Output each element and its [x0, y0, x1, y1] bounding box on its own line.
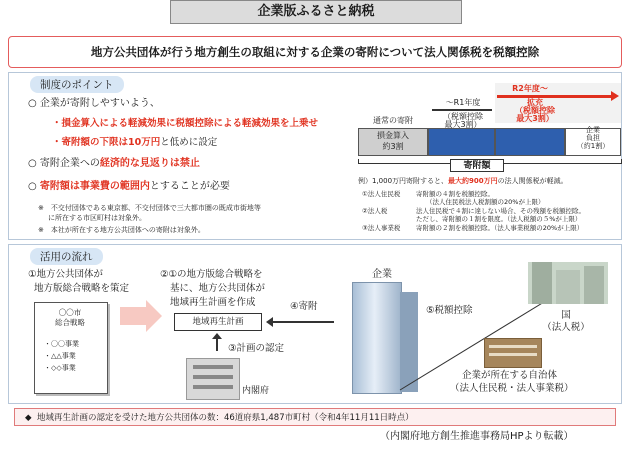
local-gov-tax: （法人住民税・法人事業税） — [450, 383, 574, 394]
page-title: 企業版ふるさと納税 — [170, 0, 462, 24]
point-1-text: 企業が寄附しやすいよう、 — [39, 98, 160, 109]
point-3 — [28, 180, 230, 194]
doc-item: ・△△事業 — [44, 352, 76, 360]
tax-3-name: ③法人事業税 — [362, 224, 401, 232]
points-label: 制度のポイント — [30, 76, 124, 93]
example-red: 最大約900万円 — [448, 177, 498, 185]
country-label: 国 — [561, 309, 571, 321]
point-1b-red: ・寄附額の下限は10万円 — [52, 137, 161, 148]
doc-item: ・〇〇事業 — [44, 340, 79, 348]
tax-1-name: ①法人住民税 — [362, 190, 401, 198]
tax-1-sub: （法人住民税法人税割額の20%が上限） — [426, 198, 545, 206]
tax-1-desc: 寄附額の４割を税額控除。 — [416, 190, 494, 198]
r1-credit: （税額控除 — [443, 111, 483, 121]
point-3-red: 寄附額は事業費の範囲内 — [39, 181, 150, 192]
note-1b: に所在する市区町村は対象外。 — [48, 214, 146, 222]
r1-max: 最大3割） — [444, 119, 482, 129]
step-2a: ②①の地方版総合戦略を — [160, 269, 263, 280]
step-2c: 地域再生計画を作成 — [170, 297, 256, 308]
r2-arrow — [497, 95, 615, 98]
cabinet-building-icon — [186, 358, 240, 400]
point-1a: ・損金算入による軽減効果に税額控除による軽減効果を上乗せ — [52, 118, 319, 129]
bar-loss-pct: 約3割 — [382, 142, 404, 151]
step-1b: 地方版総合戦略を策定 — [34, 283, 130, 294]
subtitle: 地方公共団体が行う地方創生の取組に対する企業の寄附について法人関係税を税額控除 — [8, 36, 622, 68]
bar-r2 — [495, 128, 565, 156]
example-pre: 例）1,000万円寄附すると、 — [358, 177, 449, 185]
bar-r1 — [428, 128, 495, 156]
bottom-note-text: 地域再生計画の認定を受けた地方公共団体の数：46道府県1,487市町村（令和4年11月11日時点） — [36, 413, 414, 423]
r2-label: R2年度～ — [512, 84, 548, 93]
company-label: 企業 — [372, 269, 392, 280]
flow-arrow-head-icon — [146, 300, 162, 332]
step-1a: ①地方公共団体が — [28, 269, 104, 280]
bottom-note — [14, 408, 616, 426]
point-3-rest: とすることが必要 — [149, 181, 230, 192]
burden-label: 負担 — [586, 133, 600, 142]
note-2: ※ 本社が所在する地方公共団体への寄附は対象外。 — [38, 226, 205, 234]
cabinet-label: 内閣府 — [242, 386, 270, 396]
plan-box: 地域再生計画 — [174, 313, 262, 331]
donation-label: 寄附額 — [450, 159, 504, 172]
tax-2-name: ②法人税 — [362, 207, 388, 215]
diamond-icon: ◆ — [25, 413, 32, 423]
donation-arrow-head-icon — [266, 317, 273, 327]
source-credit: （内閣府地方創生推進事務局HPより転載） — [380, 431, 574, 442]
point-2 — [28, 157, 200, 171]
flow-label: 活用の流れ — [30, 248, 103, 265]
r2-arrow-head-icon — [611, 91, 619, 101]
up-arrow — [216, 337, 218, 351]
step-5: ⑤税額控除 — [426, 305, 473, 316]
point-1 — [28, 97, 160, 111]
note-1: ※ 不交付団体である東京都、不交付団体で三大都市圏の既成市街地等 — [38, 204, 261, 212]
step-4: ④寄附 — [290, 301, 318, 312]
bullet-icon: ○ — [28, 158, 37, 169]
doc-title-2: 総合戦略 — [55, 318, 85, 327]
burden-pct: （約1割） — [576, 141, 610, 150]
point-2-red: 経済的な見返りは禁止 — [99, 158, 200, 169]
local-gov-label: 企業が所在する自治体 — [462, 370, 558, 381]
donation-arrow — [272, 321, 334, 323]
bullet-icon: ○ — [28, 181, 37, 192]
up-arrow-head-icon — [212, 333, 222, 339]
step-3: ③計画の認定 — [228, 343, 285, 354]
r2-credit: （税額控除 — [515, 106, 555, 115]
r2-max: 最大3割） — [516, 114, 554, 123]
r1-label: ～R1年度 — [445, 98, 481, 107]
point-2-pre: 寄附企業への — [39, 158, 100, 169]
tax-3-desc: 寄附額の２割を税額控除。（法人事業税額の20%が上限） — [416, 224, 584, 232]
r2-expand: 拡充 — [527, 98, 543, 107]
country-building-icon — [528, 262, 608, 304]
bullet-icon: ○ — [28, 98, 37, 109]
tax-2-sub: ただし、寄附額の１割を限度。（法人税額の５%が上限） — [416, 215, 582, 223]
company-label: 企業 — [586, 125, 600, 134]
flow-arrow-right — [120, 307, 146, 325]
example-line — [358, 177, 568, 186]
tax-2-desc: 法人住民税で４割に達しない場合、その残額を税額控除。 — [416, 207, 585, 215]
doc-item: ・◇◇事業 — [44, 364, 76, 372]
point-1b-rest: と低めに設定 — [160, 137, 218, 148]
normal-label: 通常の寄附 — [373, 116, 413, 125]
doc-title-1: 〇〇市 — [58, 308, 82, 317]
point-1b — [52, 136, 217, 150]
local-gov-building-icon — [484, 338, 542, 368]
country-tax: （法人税） — [542, 321, 590, 333]
step-2b: 基に、地方公共団体が — [170, 283, 266, 294]
bar-loss-label: 損金算入 — [377, 131, 409, 140]
example-post: の法人関係税が軽減。 — [497, 177, 568, 185]
